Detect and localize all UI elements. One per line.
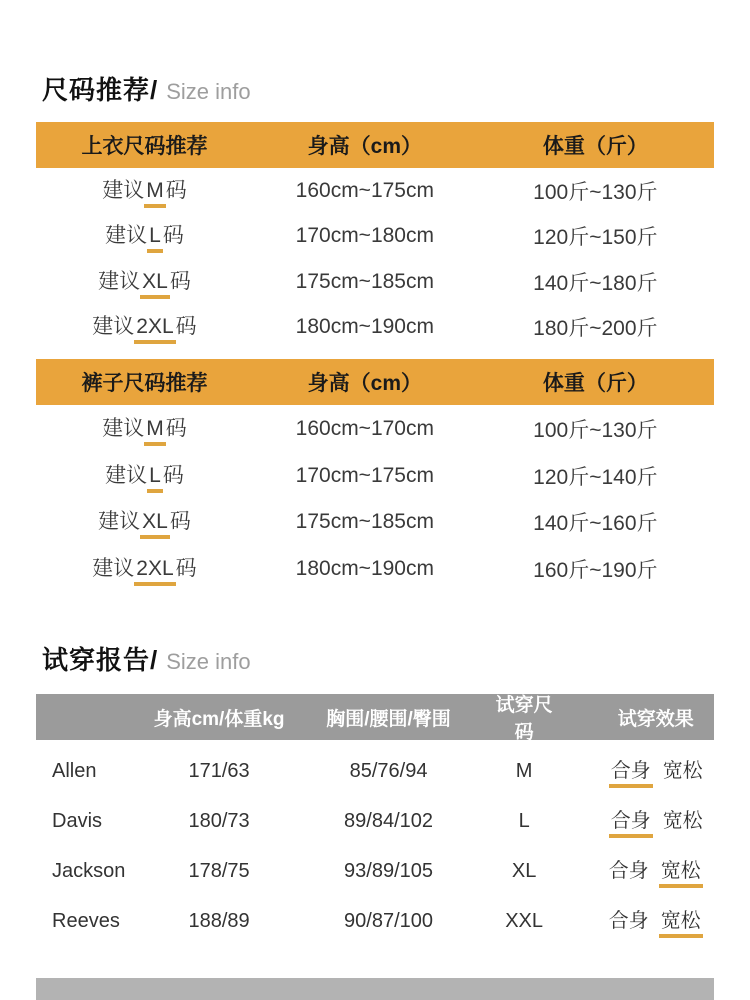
measurements-value: 85/76/94 — [349, 759, 428, 782]
table-row — [36, 305, 714, 349]
measurements-column-header: 胸围/腰围/臀围 — [326, 708, 451, 730]
pants-size-table — [36, 359, 714, 591]
pants-header-label: 裤子尺码推荐 — [81, 372, 208, 395]
fit-effect-value — [561, 904, 714, 938]
size-code-underlined: M — [144, 179, 166, 208]
weight-range: 180斤~200斤 — [533, 316, 658, 340]
table-row — [36, 746, 714, 796]
table-row — [36, 260, 714, 304]
weight-range: 160斤~190斤 — [533, 558, 658, 582]
height-range: 175cm~185cm — [295, 510, 434, 534]
height-column-header: 身高（cm） — [307, 135, 422, 158]
weight-range: 140斤~180斤 — [533, 271, 658, 295]
fit-word: 宽松 — [659, 910, 703, 938]
model-name: Allen — [52, 759, 97, 782]
fit-effect-value — [561, 804, 714, 838]
model-name: Reeves — [52, 909, 120, 932]
fit-word: 合身 — [608, 860, 649, 882]
fit-word: 宽松 — [659, 860, 703, 888]
size-recommendation-title-en: Size info — [166, 79, 251, 104]
size-code-underlined: L — [147, 224, 163, 253]
size-recommendation-title-zh: 尺码推荐/ — [42, 75, 159, 105]
fit-word: 合身 — [608, 910, 649, 932]
height-weight-column-header: 身高cm/体重kg — [153, 708, 285, 730]
size-label: 建议XL码 — [36, 265, 253, 299]
height-range: 180cm~190cm — [295, 314, 434, 338]
size-recommendation-title — [42, 70, 251, 107]
tops-size-table-header — [36, 122, 714, 168]
table-row — [36, 454, 714, 499]
fit-word: 宽松 — [662, 760, 703, 782]
model-name: Jackson — [52, 859, 126, 882]
size-label: 建议L码 — [36, 459, 253, 493]
size-code-underlined: M — [144, 417, 166, 446]
fit-word: 合身 — [609, 760, 653, 788]
fitting-report-table — [36, 694, 714, 946]
size-code-underlined: XL — [140, 270, 170, 299]
table-row — [36, 214, 714, 258]
fitting-report-rows — [36, 746, 714, 946]
tried-size-value: XL — [511, 859, 537, 882]
table-row — [36, 547, 714, 592]
weight-range: 100斤~130斤 — [533, 419, 658, 443]
weight-column-header: 体重（斤） — [542, 135, 648, 158]
weight-range: 120斤~140斤 — [533, 465, 658, 489]
table-row — [36, 407, 714, 452]
height-weight-value: 178/75 — [188, 859, 250, 882]
height-range: 170cm~180cm — [295, 224, 434, 248]
tops-size-table-rows — [36, 169, 714, 349]
fitting-report-title-en: Size info — [166, 649, 251, 674]
height-range: 160cm~175cm — [295, 179, 434, 203]
tops-header-label: 上衣尺码推荐 — [81, 135, 208, 158]
tried-size-column-header: 试穿尺码 — [495, 695, 553, 743]
pants-size-table-header — [36, 359, 714, 405]
weight-column-header: 体重（斤） — [542, 372, 648, 395]
size-label: 建议L码 — [36, 219, 253, 253]
tried-size-value: L — [518, 809, 530, 832]
measurements-value: 90/87/100 — [344, 909, 434, 932]
weight-range: 100斤~130斤 — [533, 181, 658, 205]
height-range: 180cm~190cm — [295, 556, 434, 580]
fitting-report-title-zh: 试穿报告/ — [42, 645, 159, 675]
tops-size-table — [36, 122, 714, 349]
next-section-header-partial — [36, 978, 714, 1000]
table-row — [36, 169, 714, 213]
model-name: Davis — [52, 809, 103, 832]
size-code-underlined: L — [147, 464, 163, 493]
fit-word: 合身 — [609, 810, 653, 838]
measurements-value: 93/89/105 — [344, 859, 434, 882]
height-weight-value: 188/89 — [188, 909, 250, 932]
table-row — [36, 796, 714, 846]
tried-size-value: M — [515, 759, 533, 782]
size-label: 建议2XL码 — [36, 310, 253, 344]
size-label: 建议2XL码 — [36, 552, 253, 586]
table-row — [36, 896, 714, 946]
size-label: 建议M码 — [36, 412, 253, 446]
fit-word: 宽松 — [662, 810, 703, 832]
weight-range: 140斤~160斤 — [533, 512, 658, 536]
size-label: 建议M码 — [36, 174, 253, 208]
height-range: 175cm~185cm — [295, 269, 434, 293]
height-weight-value: 180/73 — [188, 809, 250, 832]
height-range: 160cm~170cm — [295, 417, 434, 441]
weight-range: 120斤~150斤 — [533, 226, 658, 250]
size-label: 建议XL码 — [36, 505, 253, 539]
fit-effect-value — [561, 754, 714, 788]
height-range: 170cm~175cm — [295, 463, 434, 487]
measurements-value: 89/84/102 — [344, 809, 434, 832]
fitting-report-header — [36, 694, 714, 743]
fit-effect-value — [561, 854, 714, 888]
height-column-header: 身高（cm） — [307, 372, 422, 395]
fitting-report-title — [42, 640, 251, 677]
table-row — [36, 846, 714, 896]
size-code-underlined: 2XL — [134, 315, 175, 344]
table-row — [36, 500, 714, 545]
size-code-underlined: 2XL — [134, 557, 175, 586]
height-weight-value: 171/63 — [188, 759, 250, 782]
tried-size-value: XXL — [505, 909, 544, 932]
fit-effect-column-header: 试穿效果 — [617, 708, 694, 730]
size-code-underlined: XL — [140, 510, 170, 539]
pants-size-table-rows — [36, 407, 714, 591]
